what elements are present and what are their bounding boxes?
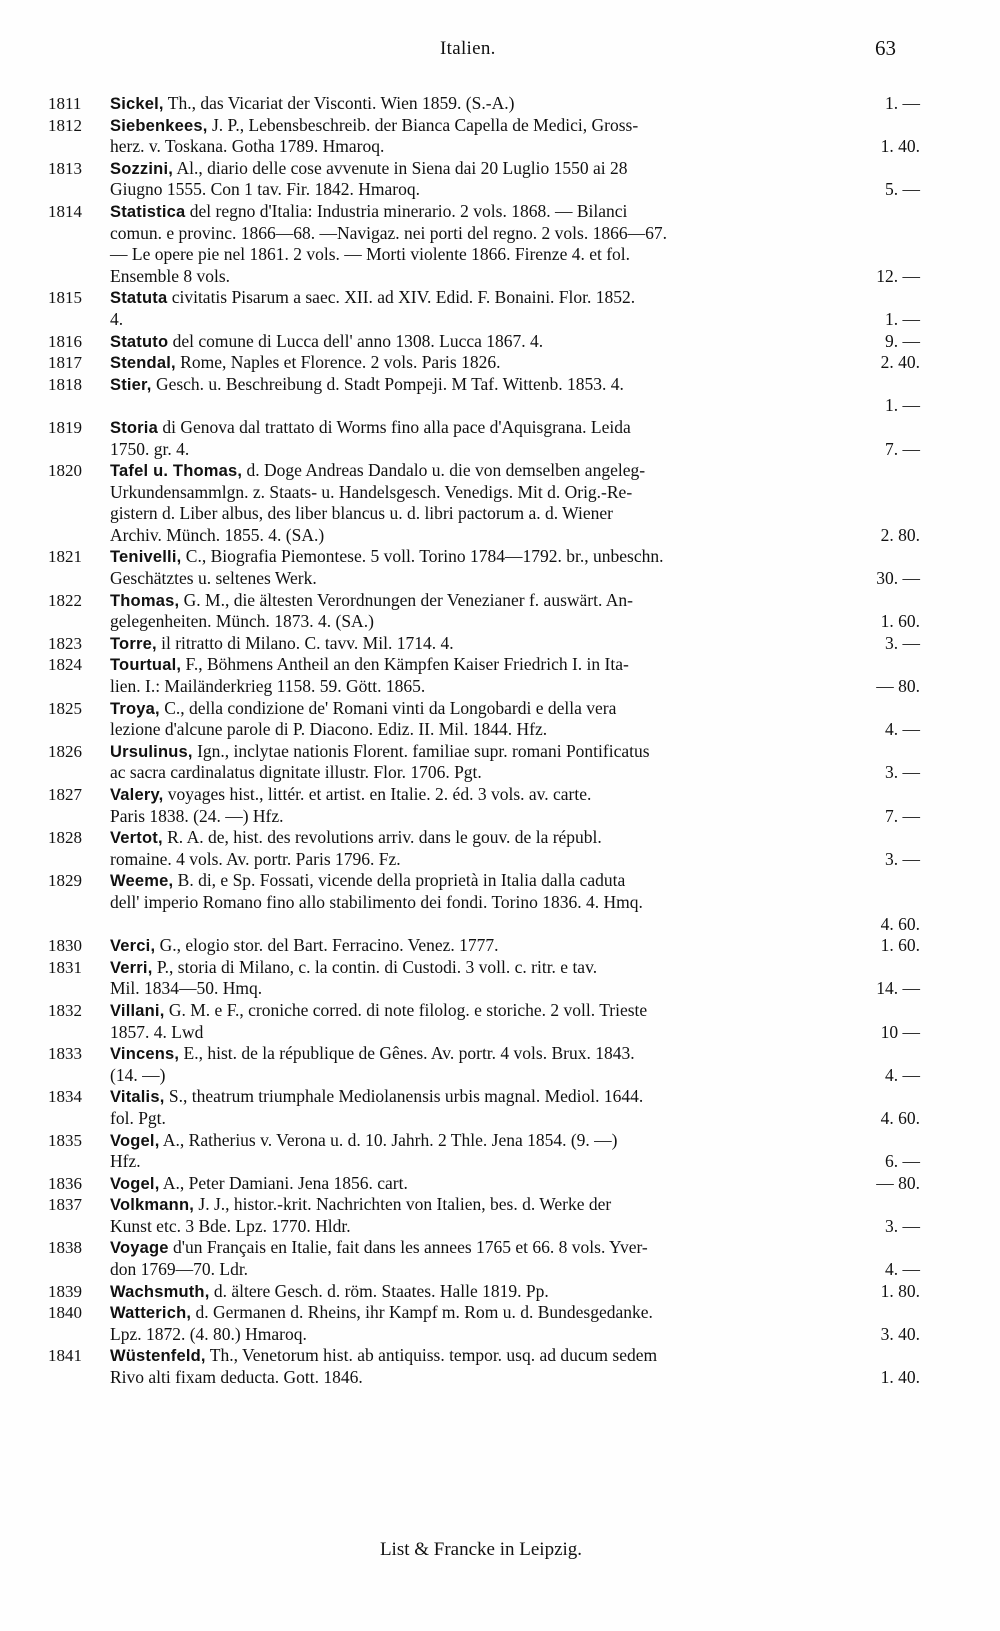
catalog-entry (0, 870, 1000, 935)
entry-line (110, 1345, 910, 1367)
entry-line-text: Archiv. Münch. 1855. 4. (SA.) (110, 524, 325, 545)
entry-line (110, 1302, 910, 1324)
entry-line-text: gistern d. Liber albus, des liber blancus u. d. libri pactorum a. d. Wiener (110, 503, 613, 524)
entry-line (110, 1065, 910, 1087)
entry-price: 3. — (885, 632, 920, 653)
entry-line (110, 1259, 910, 1281)
catalog-entry (0, 158, 1000, 201)
catalog-entry (0, 287, 1000, 330)
catalog-entry (0, 741, 1000, 784)
entry-number: 1827 (48, 785, 82, 804)
entry-line-text: d. Germanen d. Rheins, ihr Kampf m. Rom u. d. Bundesgedanke. (195, 1302, 653, 1323)
entry-line-text: F., Böhmens Antheil an den Kämpfen Kaiser Friedrich I. in Ita- (185, 654, 629, 675)
entry-line (110, 784, 910, 806)
catalog-entry (0, 1086, 1000, 1129)
entry-author: Stier, (110, 375, 152, 394)
entry-text (110, 1280, 920, 1303)
entry-line-text: lien. I.: Mailänderkrieg 1158. 59. Gött. 1865. (110, 676, 426, 697)
entry-line-text: P., storia di Milano, c. la contin. di Custodi. 3 voll. c. ritr. e tav. (156, 956, 598, 977)
entry-line (110, 1108, 910, 1130)
entry-line (110, 870, 910, 892)
entry-line (110, 806, 910, 828)
entry-line-text: Rome, Naples et Florence. 2 vols. Paris 1826. (180, 352, 501, 373)
entry-text (110, 632, 920, 655)
entry-text (110, 1237, 920, 1280)
entry-number: 1825 (48, 698, 82, 718)
entry-line (110, 568, 910, 590)
entry-price: 2. 40. (880, 352, 920, 373)
entry-line (110, 676, 910, 698)
entry-line-text: A., Ratherius v. Verona u. d. 10. Jahrh. 2 Thle. Jena 1854. (9. —) (162, 1129, 618, 1150)
entry-line (110, 1173, 910, 1195)
catalog-entry (0, 93, 1000, 115)
catalog-entry (0, 698, 1000, 741)
entry-line (110, 352, 910, 374)
entry-line (110, 1000, 910, 1022)
entry-text (110, 589, 920, 633)
entry-number: 1814 (48, 201, 82, 221)
entry-number: 1818 (48, 374, 82, 394)
catalog-entry (0, 633, 1000, 655)
entry-price: 1. 60. (880, 611, 920, 632)
entry-line (110, 331, 910, 353)
catalog-entry (0, 957, 1000, 1000)
entry-line-text: Ensemble 8 vols. (110, 265, 231, 286)
entry-line-text: d. ältere Gesch. d. röm. Staates. Halle 1819. Pp. (213, 1280, 549, 1301)
entry-price: 4. 60. (880, 1107, 920, 1128)
entry-line-text: J. P., Lebensbeschreib. der Bianca Capella de Medici, Gross- (211, 114, 639, 135)
entry-line (110, 1237, 910, 1259)
entry-line-text: d'un Français en Italie, fait dans les annees 1765 et 66. 8 vols. Yver- (173, 1237, 648, 1258)
entry-price: 6. — (885, 1151, 920, 1172)
entry-line (110, 1367, 910, 1389)
entry-line-text: S., theatrum triumphale Mediolanensis urbis magnal. Mediol. 1644. (168, 1086, 644, 1107)
entry-number: 1813 (48, 158, 82, 178)
entry-line (110, 374, 910, 396)
entry-number: 1831 (48, 957, 82, 977)
entry-number: 1835 (48, 1130, 82, 1150)
entry-line (110, 849, 910, 871)
entry-line (110, 1281, 910, 1303)
entry-author: Voyage (110, 1239, 169, 1258)
entry-line-text: J. J., histor.-krit. Nachrichten von Italien, bes. d. Werke der (198, 1194, 612, 1215)
entry-line (110, 136, 910, 158)
entry-line-text: — Le opere pie nel 1861. 2 vols. — Morti violente 1866. Firenze 4. et fol. (110, 244, 631, 265)
entry-price: 1. — (885, 93, 920, 113)
entry-author: Vitalis, (110, 1088, 165, 1107)
publisher-imprint: List & Francke in Leipzig. (379, 1539, 583, 1560)
catalog-entry (0, 201, 1000, 287)
entry-price: 3. — (885, 762, 920, 783)
entry-number: 1841 (48, 1346, 82, 1366)
entry-author: Tafel u. Thomas, (110, 462, 243, 481)
entry-number: 1826 (48, 741, 82, 761)
catalog-entry (0, 1194, 1000, 1237)
entry-line (110, 287, 910, 309)
catalog-entry (0, 1345, 1000, 1388)
catalog-entries (0, 93, 1000, 1389)
entry-line (110, 1324, 910, 1346)
entry-number: 1822 (48, 590, 82, 610)
catalog-entry (0, 352, 1000, 374)
catalog-entry (0, 654, 1000, 697)
entry-line (110, 244, 910, 266)
catalog-entry (0, 460, 1000, 546)
entry-text (110, 287, 920, 330)
page-number: 63 (875, 36, 896, 60)
entry-number: 1832 (48, 1000, 82, 1020)
entry-author: Ursulinus, (110, 742, 193, 761)
entry-line (110, 1194, 910, 1216)
entry-line (110, 201, 910, 223)
entry-author: Volkmann, (110, 1196, 195, 1215)
entry-text (110, 697, 920, 741)
entry-line-text: G. M., die ältesten Verordnungen der Venezianer f. auswärt. An- (183, 589, 633, 610)
entry-line (110, 525, 910, 547)
entry-line-text: Gesch. u. Beschreibung d. Stadt Pompeji. M Taf. Wittenb. 1853. 4. (155, 373, 624, 394)
entry-line (110, 633, 910, 655)
entry-price: 3. — (885, 848, 920, 869)
entry-line (110, 309, 910, 331)
entry-price: 5. — (885, 179, 920, 200)
entry-line (110, 482, 910, 504)
entry-author: Sozzini, (110, 159, 174, 178)
entry-line (110, 762, 910, 784)
entry-line-text: dell' imperio Romano fino allo stabilimento dei fondi. Torino 1836. 4. Hmq. (110, 891, 643, 912)
entry-line (110, 1151, 910, 1173)
running-title: Italien. (440, 38, 496, 59)
entry-line-text: Mil. 1834—50. Hmq. (110, 978, 263, 999)
entry-author: Tourtual, (110, 656, 182, 675)
entry-price: 14. — (876, 978, 920, 999)
entry-line-text: Rivo alti fixam deducta. Gott. 1846. (110, 1367, 363, 1388)
entry-line-text: (14. —) (110, 1064, 166, 1085)
entry-line (110, 1022, 910, 1044)
entry-line (110, 158, 910, 180)
entry-line (110, 546, 910, 568)
entry-price: 30. — (876, 568, 920, 589)
entry-line-text: del regno d'Italia: Industria minerario. 2 vols. 1868. — Bilanci (189, 200, 628, 221)
catalog-entry (0, 1302, 1000, 1345)
entry-author: Verri, (110, 958, 153, 977)
entry-line-text: Ign., inclytae nationis Florent. familiae supr. romani Pontificatus (197, 740, 650, 761)
entry-number: 1811 (48, 94, 82, 113)
entry-line (110, 914, 910, 936)
entry-line-text: il ritratto di Milano. C. tavv. Mil. 1714. 4. (161, 632, 454, 653)
entry-line (110, 115, 910, 137)
entry-number: 1820 (48, 461, 82, 481)
entry-price: 4. 60. (880, 913, 920, 934)
entry-price: 1. 80. (880, 1280, 920, 1301)
catalog-entry (0, 1281, 1000, 1303)
entry-line-text: del comune di Lucca dell' anno 1308. Lucca 1867. 4. (172, 330, 544, 351)
catalog-entry (0, 1173, 1000, 1195)
entry-text (110, 416, 920, 460)
entry-author: Stendal, (110, 354, 176, 373)
entry-line-text: gelegenheiten. Münch. 1873. 4. (SA.) (110, 611, 374, 632)
entry-line-text: B. di, e Sp. Fossati, vicende della proprietà in Italia dalla caduta (177, 870, 626, 891)
entry-text (110, 999, 920, 1043)
entry-line-text: ac sacra cardinalatus dignitate illustr. Flor. 1706. Pgt. (110, 762, 482, 783)
entry-text (110, 827, 920, 870)
entry-text (110, 1043, 920, 1086)
entry-number: 1819 (48, 417, 82, 437)
entry-line-text: Th., Venetorum hist. ab antiquiss. tempor. usq. ad ducum sedem (209, 1345, 658, 1366)
entry-author: Vertot, (110, 829, 163, 848)
entry-line-text: G., elogio stor. del Bart. Ferracino. Venez. 1777. (159, 935, 499, 956)
entry-price: 3. — (885, 1215, 920, 1236)
entry-line (110, 741, 910, 763)
entry-line (110, 503, 910, 525)
entry-price: — 80. (876, 676, 920, 697)
entry-author: Villani, (110, 1001, 165, 1020)
entry-number: 1821 (48, 547, 82, 567)
entry-author: Sickel, (110, 95, 164, 113)
entry-line (110, 439, 910, 461)
entry-number: 1823 (48, 633, 82, 653)
entry-text (110, 157, 920, 201)
entry-author: Storia (110, 418, 158, 437)
entry-line-text: C., della condizione de' Romani vinti da Longobardi e della vera (164, 697, 617, 718)
entry-price: 4. — (885, 1064, 920, 1085)
entry-author: Statistica (110, 202, 186, 221)
entry-author: Torre, (110, 634, 157, 653)
catalog-entry (0, 1000, 1000, 1043)
entry-number: 1830 (48, 936, 82, 956)
entry-line (110, 1216, 910, 1238)
entry-line-text: A., Peter Damiani. Jena 1856. cart. (162, 1172, 408, 1193)
entry-line-text: fol. Pgt. (110, 1107, 166, 1128)
entry-line-text: Al., diario delle cose avvenute in Siena dai 20 Luglio 1550 ai 28 (176, 157, 628, 178)
entry-text (110, 373, 920, 417)
catalog-entry (0, 1237, 1000, 1280)
entry-line (110, 417, 910, 439)
entry-line (110, 1043, 910, 1065)
entry-author: Verci, (110, 937, 156, 956)
entry-line (110, 1130, 910, 1152)
entry-line-text: 4. (110, 308, 124, 329)
catalog-entry (0, 331, 1000, 353)
entry-line-text: di Genova dal trattato di Worms fino alla pace d'Aquisgrana. Leida (162, 416, 631, 437)
entry-line-text: Kunst etc. 3 Bde. Lpz. 1770. Hldr. (110, 1215, 351, 1236)
entry-price: 1. 40. (880, 136, 920, 157)
entry-author: Vogel, (110, 1174, 160, 1193)
entry-line-text: R. A. de, hist. des revolutions arriv. dans le gouv. de la républ. (167, 827, 602, 848)
page-header (0, 38, 1000, 68)
entry-line (110, 611, 910, 633)
entry-text (110, 330, 920, 353)
entry-author: Wüstenfeld, (110, 1347, 206, 1366)
entry-price: 10 — (880, 1021, 920, 1042)
entry-line-text: Giugno 1555. Con 1 tav. Fir. 1842. Hmaroq. (110, 179, 420, 200)
entry-line-text: civitatis Pisarum a saec. XII. ad XIV. Edid. F. Bonaini. Flor. 1852. (171, 287, 636, 308)
catalog-entry (0, 827, 1000, 870)
entry-line-text: G. M. e F., croniche corred. di note filolog. e storiche. 2 voll. Trieste (168, 999, 648, 1020)
entry-text (110, 114, 920, 158)
entry-number: 1824 (48, 655, 82, 675)
entry-author: Troya, (110, 699, 160, 718)
entry-author: Watterich, (110, 1304, 192, 1323)
entry-author: Wachsmuth, (110, 1282, 210, 1301)
entry-text (110, 546, 920, 589)
entry-text (110, 956, 920, 1000)
entry-line (110, 93, 910, 115)
entry-price: 2. 80. (880, 524, 920, 545)
entry-price: 1. 60. (880, 935, 920, 956)
entry-line (110, 179, 910, 201)
entry-line-text: d. Doge Andreas Dandalo u. die von demselben angeleg- (246, 460, 646, 481)
entry-number: 1839 (48, 1281, 82, 1301)
entry-price: 9. — (885, 330, 920, 351)
entry-line-text: Paris 1838. (24. —) Hfz. (110, 805, 284, 826)
entry-price: 1. 40. (880, 1367, 920, 1388)
entry-text (110, 1194, 920, 1237)
entry-number: 1817 (48, 353, 82, 373)
entry-number: 1834 (48, 1087, 82, 1107)
catalog-entry (0, 417, 1000, 460)
entry-line-text: 1857. 4. Lwd (110, 1021, 204, 1042)
entry-author: Weeme, (110, 872, 174, 891)
entry-price: — 80. (876, 1172, 920, 1193)
catalog-entry (0, 784, 1000, 827)
entry-price: 7. — (885, 438, 920, 459)
entry-line (110, 395, 910, 417)
entry-price: 3. 40. (880, 1323, 920, 1344)
entry-author: Valery, (110, 786, 164, 804)
entry-author: Statuto (110, 332, 169, 351)
entry-line-text: Lpz. 1872. (4. 80.) Hmaroq. (110, 1323, 307, 1344)
entry-text (110, 740, 920, 784)
entry-line (110, 698, 910, 720)
entry-number: 1836 (48, 1173, 82, 1193)
entry-line-text: 1750. gr. 4. (110, 438, 190, 459)
entry-number: 1816 (48, 331, 82, 351)
entry-text (110, 1129, 920, 1173)
entry-line (110, 266, 910, 288)
entry-number: 1828 (48, 828, 82, 848)
entry-author: Vincens, (110, 1045, 180, 1064)
entry-author: Tenivelli, (110, 548, 182, 567)
entry-line-text: comun. e provinc. 1866—68. —Navigaz. nei porti del regno. 2 vols. 1866—67. (110, 222, 667, 243)
entry-text (110, 1302, 920, 1345)
entry-number: 1815 (48, 288, 82, 308)
entry-price: 4. — (885, 719, 920, 740)
entry-line (110, 892, 910, 914)
entry-line-text: Geschätztes u. seltenes Werk. (110, 568, 317, 589)
entry-text (110, 654, 920, 697)
catalog-entry (0, 374, 1000, 417)
entry-number: 1840 (48, 1303, 82, 1323)
entry-number: 1833 (48, 1044, 82, 1064)
entry-line (110, 957, 910, 979)
entry-line (110, 590, 910, 612)
entry-text (110, 93, 920, 115)
entry-line (110, 1086, 910, 1108)
catalog-entry (0, 115, 1000, 158)
entry-line (110, 654, 910, 676)
catalog-entry (0, 935, 1000, 957)
entry-line-text: lezione d'alcune parole di P. Diacono. Ediz. II. Mil. 1844. Hfz. (110, 719, 548, 740)
entry-price: 4. — (885, 1259, 920, 1280)
entry-text (110, 1086, 920, 1129)
entry-text (110, 460, 920, 546)
entry-line-text: Th., das Vicariat der Visconti. Wien 1859. (S.-A.) (167, 93, 515, 113)
entry-author: Statuta (110, 289, 168, 308)
entry-line (110, 978, 910, 1000)
entry-line (110, 223, 910, 245)
entry-text (110, 870, 920, 935)
entry-author: Vogel, (110, 1131, 160, 1150)
entry-line (110, 719, 910, 741)
entry-text (110, 784, 920, 827)
entry-line-text: Urkundensammlgn. z. Staats- u. Handelsgesch. Venedigs. Mit d. Orig.-Re- (110, 481, 633, 502)
entry-price: 1. — (885, 395, 920, 416)
catalog-entry (0, 1130, 1000, 1173)
entry-author: Thomas, (110, 591, 180, 610)
catalog-entry (0, 546, 1000, 589)
entry-line-text: voyages hist., littér. et artist. en Italie. 2. éd. 3 vols. av. carte. (167, 784, 592, 804)
entry-line (110, 460, 910, 482)
entry-price: 7. — (885, 805, 920, 826)
entry-price: 1. — (885, 308, 920, 329)
entry-line (110, 935, 910, 957)
entry-line (110, 827, 910, 849)
catalog-entry (0, 1043, 1000, 1086)
entry-text (110, 200, 920, 287)
catalog-entry (0, 590, 1000, 633)
entry-text (110, 352, 920, 374)
entry-line-text: E., hist. de la république de Gênes. Av. portr. 4 vols. Brux. 1843. (183, 1043, 635, 1064)
entry-number: 1812 (48, 115, 82, 135)
entry-price: 12. — (876, 265, 920, 286)
entry-number: 1837 (48, 1195, 82, 1215)
entry-number: 1829 (48, 871, 82, 891)
entry-line-text: romaine. 4 vols. Av. portr. Paris 1796. Fz. (110, 848, 401, 869)
entry-line-text: Hfz. (110, 1151, 141, 1172)
entry-number: 1838 (48, 1238, 82, 1258)
page-footer (0, 1539, 1000, 1561)
entry-line-text: C., Biografia Piemontese. 5 voll. Torino 1784—1792. br., unbeschn. (185, 546, 664, 567)
entry-line-text: don 1769—70. Ldr. (110, 1259, 249, 1280)
entry-author: Siebenkees, (110, 116, 208, 135)
entry-text (110, 1172, 920, 1195)
entry-line-text: herz. v. Toskana. Gotha 1789. Hmaroq. (110, 136, 385, 157)
entry-text (110, 935, 920, 957)
entry-text (110, 1345, 920, 1388)
